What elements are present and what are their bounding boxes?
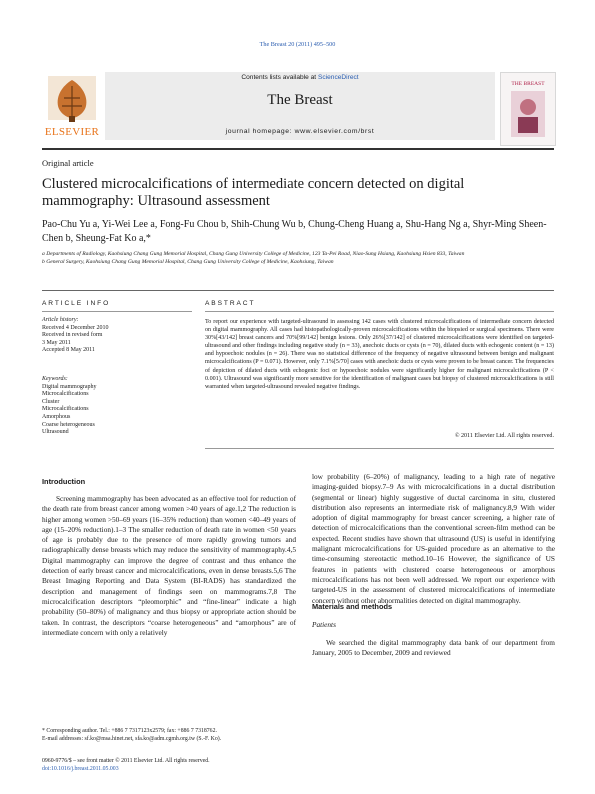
article-type: Original article: [42, 158, 94, 168]
keywords: [42, 376, 192, 437]
affiliation-b: b General Surgery, Kaohsiung Chang Gung Memorial Hospital, Chang Gung University College of Medicine, Kaohsiung, Taiwan: [42, 259, 334, 265]
contents-available-line: [105, 74, 495, 81]
journal-citation[interactable]: The Breast 20 (2011) 495–500: [259, 41, 336, 48]
keyword: Digital mammography: [42, 383, 97, 390]
corresponding-author: * Corresponding author. Tel.: +886 7 7317123x2579; fax: +886 7 7318762.: [42, 728, 217, 734]
masthead-rule: [42, 148, 554, 150]
keywords-label: Keywords:: [42, 376, 68, 382]
journal-homepage: [105, 128, 495, 135]
history-line: 3 May 2011: [42, 339, 71, 346]
keyword: Coarse heterogeneous: [42, 421, 95, 428]
methods-paragraph: [312, 638, 555, 659]
methods-text: We searched the digital mammography data bank of our department from January, 2005 to December, 2009 and reviewed: [312, 638, 555, 658]
abstract-heading: ABSTRACT: [205, 300, 256, 307]
affiliations: [42, 250, 557, 266]
article-info-rule: [42, 311, 192, 312]
keyword: Microcalcifications: [42, 391, 89, 398]
keyword: Amorphous: [42, 413, 71, 420]
intro-text-left: Screening mammography has been advocated as an effective tool for reduction of the death rate from breast cancer among women >40 years of age.1,2 The reduction is higher among women >50–69 years (16–35% reduction) than women <40–49 years of age (15–20% reduction).1–3 The smaller reduction of death rate in women <50 years of age is probably due to the presence of more rapidly growing tumors and radiographically dense breasts which may reduce the sensitivity of mammography.4,5 Digital mammography can improve the degree of contrast and thus enhance the detection of early breast cancer and microcalcifications, even in dense breasts.5,6 The Breast Imaging Reporting and Data System (BI-RADS) has standardized the description and management of findings seen on mammograms.7,8 The microcalcification descriptors “pleomorphic” and “fine-linear” indicate a high probability (50–80%) of malignancy and thus biopsy or appropriate action should be taken. In contrast, the descriptors “coarse heterogeneous” and “amorphous” are of intermediate concern with only a relatively: [42, 494, 296, 637]
cover-title: THE BREAST: [511, 81, 545, 87]
header-rule: [42, 290, 554, 291]
history-line: Received 4 December 2010: [42, 324, 109, 331]
doi-link[interactable]: doi:10.1016/j.breast.2011.05.003: [42, 766, 119, 772]
abstract-rule: [205, 311, 554, 312]
publisher-name: ELSEVIER: [44, 126, 100, 138]
intro-text-right: low probability (6–20%) of malignancy, leading to a high rate of negative imaging-guided biopsy.7–9 As with microcalcifications in a ductal distribution (segmental or linear) highly suggestive of ductal carcinoma in situ, clustered distribution also represents an intermediate risk of malignancy.8,9 With wider adoption of digital mammography for breast cancer screening, a higher rate of detection of microcalcifications than the conventional screen-film method can be expected. Recent studies have shown that ultrasound (US) is useful in identifying malignant microcalcifications for US-guided procedure as an alternative to the time-consuming stereotactic method.10–16 However, the significance of US features in patients with clustered coarse heterogeneous or amorphous microcalcifications has not been well addressed. We report our experience with targeted-US in the assessment of clustered microcalcifications of intermediate concern without other abnormalities detected on digital mammography.: [312, 472, 555, 605]
journal-cover-thumbnail[interactable]: [500, 72, 556, 146]
keyword: Microcalcifications: [42, 406, 89, 413]
front-matter: [42, 757, 302, 773]
article-info-heading: ARTICLE INFO: [42, 300, 111, 307]
author-list[interactable]: Pao-Chu Yu a, Yi-Wei Lee a, Fong-Fu Chou b, Shih-Chung Wu b, Chung-Cheng Huang a, Shu-Hang Ng a, Shyr-Ming Sheen-Chen b, Sheung-Fat Ko a,*: [42, 219, 547, 244]
article-title: Clustered microcalcifications of intermediate concern detected on digital mammography: Ultrasound assessment: [42, 176, 465, 209]
keyword: Ultrasound: [42, 429, 69, 436]
history-label: Article history:: [42, 317, 79, 323]
contents-prefix: Contents lists available at: [241, 74, 318, 81]
email-addresses[interactable]: E-mail addresses: sf.ko@msa.hinet.net, sfa.ko@adm.cgmh.org.tw (S.-F. Ko).: [42, 736, 222, 742]
corresponding-footnote: [42, 727, 302, 743]
abstract-bottom-rule: [205, 448, 554, 449]
keyword: Cluster: [42, 398, 60, 405]
introduction-heading: Introduction: [42, 477, 86, 486]
sciencedirect-link[interactable]: ScienceDirect: [317, 74, 359, 81]
article-history: [42, 317, 192, 355]
introduction-paragraph: [42, 494, 296, 638]
elsevier-logo[interactable]: [42, 72, 102, 144]
affiliation-a: a Departments of Radiology, Kaohsiung Chang Gung Memorial Hospital, Chang Gung University College of Medicine, 123 Ta-Pei Road, Niao-Sung Hsiang, Kaohsiung Hsien 833, Taiwan: [42, 251, 465, 257]
copyright-notice: © 2011 Elsevier Ltd. All rights reserved.: [454, 433, 554, 439]
issn-line: 0960-9776/$ – see front matter © 2011 Elsevier Ltd. All rights reserved.: [42, 758, 210, 764]
introduction-continuation: [312, 472, 555, 606]
history-line: Accepted 8 May 2011: [42, 347, 95, 354]
journal-title: The Breast: [267, 92, 333, 108]
patients-subheading: Patients: [312, 620, 336, 629]
homepage-link[interactable]: www.elsevier.com/brst: [294, 128, 375, 135]
abstract-text: To report our experience with targeted-ultrasound in assessing 142 cases with clustered microcalcifications of intermediate concern detected on digital mammography. All cases had histopathologically-proven microcalcifications within the biopsied or surgical specimens. There were 30%[43/142] breast cancers and 70%[99/142] benign lesions. Only 26%[37/142] of clustered microcalcifications were identified on targeted-ultrasound and other findings including negative study (n = 33), anechoic ducts or cysts (n = 70), dilated ducts with echogenic content (n = 13) and hypoechoic nodules (n = 26). There was no statistical difference of the frequency of negative ultrasound between benign and malignant microcalcifications (P = 0.071). However, only 7.1%[5/70] cases with anechoic ducts or cysts were proven to be breast cancer. The frequencies of depiction of dilated ducts with echogenic foci or hypoechoic nodules were significantly higher for malignant microcalcifications (P < 0.001). Ultrasound was significantly more sensitive for the identification of malignant cases but biopsy of clustered microcalcifications is still warranted when targeted-ultrasound revealed negative findings.: [205, 319, 554, 390]
homepage-label: journal homepage:: [225, 128, 295, 135]
history-line: Received in revised form: [42, 332, 103, 339]
methods-heading: Materials and methods: [312, 602, 393, 611]
